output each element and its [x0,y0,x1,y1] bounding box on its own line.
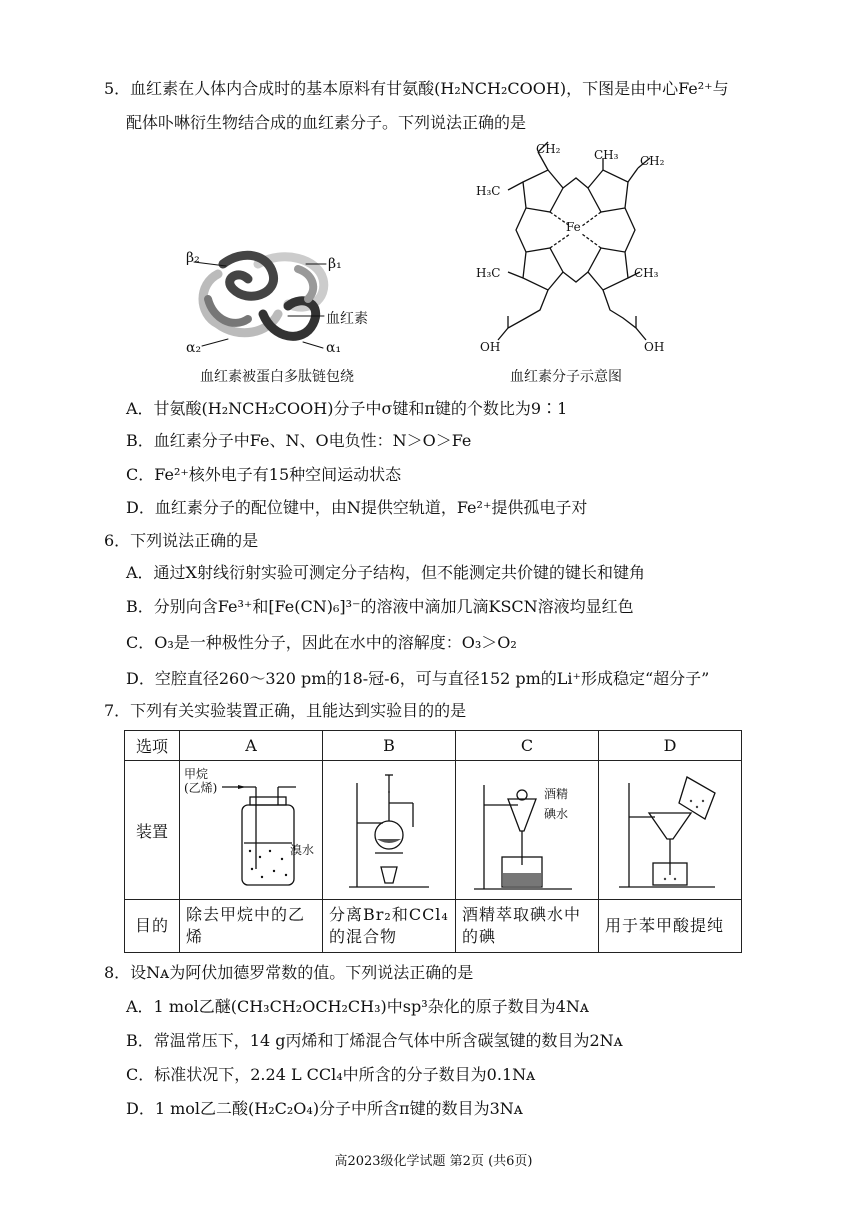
mol-ch3-right: CH₃ [634,266,659,280]
q8-option-b: B．常温常压下，14 g丙烯和丁烯混合气体中所含碳氢键的数目为2Nᴀ [126,1031,623,1050]
header-c: C [456,731,599,761]
q8-stem: 8．设Nᴀ为阿伏加德罗常数的值。下列说法正确的是 [104,963,474,982]
mol-ch2-left: CH₂ [536,142,561,156]
heme-molecule-structure [468,140,698,365]
q5-option-a: A．甘氨酸(H₂NCH₂COOH)分子中σ键和π键的个数比为9∶1 [126,399,568,418]
q8-option-a: A．1 mol乙醚(CH₃CH₂OCH₂CH₃)中sp³杂化的原子数目为4Nᴀ [126,997,589,1016]
header-a: A [180,731,323,761]
q7-stem: 7．下列有关实验装置正确，且能达到实验目的的是 [104,701,467,720]
q5-option-b: B．血红素分子中Fe、N、O电负性：N＞O＞Fe [126,431,472,450]
table-goal-row [125,900,742,953]
protein-caption: 血红素被蛋白多肽链包绕 [200,369,354,385]
device-d-cell [599,761,742,900]
mol-oh-left: OH [480,340,501,354]
q6-option-d: D．空腔直径260～320 pm的18-冠-6，可与直径152 pm的Li⁺形成稳定“超分子” [126,669,710,688]
header-b: B [323,731,456,761]
q5-stem-line1: 5．血红素在人体内合成时的基本原料有甘氨酸(H₂NCH₂COOH)，下图是由中心Fe²⁺与 [104,79,729,98]
experiment-table [124,730,742,953]
label-alpha1: α₁ [326,340,342,356]
header-option: 选项 [125,731,180,761]
label-heme: 血红素 [326,311,368,327]
mol-oh-right: OH [644,340,665,354]
molecule-caption: 血红素分子示意图 [510,369,622,385]
mol-ch3-top: CH₃ [594,148,619,162]
q5-option-d: D．血红素分子的配位键中，由N提供空轨道，Fe²⁺提供孤电子对 [126,498,588,517]
device-label: 装置 [125,761,180,900]
table-device-row [125,761,742,900]
mol-h3c-2: H₃C [476,266,501,280]
mol-ch2-right: CH₂ [640,154,665,168]
goal-b: 分离Br₂和CCl₄的混合物 [323,900,456,953]
page-footer: 高2023级化学试题 第2页 (共6页) [334,1154,533,1169]
q6-option-a: A．通过X射线衍射实验可测定分子结构，但不能测定共价键的键长和键角 [126,563,645,582]
device-b-cell [323,761,456,900]
goal-a: 除去甲烷中的乙烯 [180,900,323,953]
distillation-apparatus-diagram [329,763,449,893]
q5-stem-line2: 配体卟啉衍生物结合成的血红素分子。下列说法正确的是 [126,113,527,132]
label-alpha2: α₂ [186,340,202,356]
q5-option-c: C．Fe²⁺核外电子有15种空间运动状态 [126,465,402,484]
mol-h3c-1: H₃C [476,184,501,198]
separatory-funnel-diagram [462,765,592,895]
goal-c: 酒精萃取碘水中的碘 [456,900,599,953]
table-header-row [125,731,742,761]
q8-option-d: D．1 mol乙二酸(H₂C₂O₄)分子中所含π键的数目为3Nᴀ [126,1099,523,1118]
device-c-label2: 碘水 [544,807,569,821]
q6-option-b: B．分别向含Fe³⁺和[Fe(CN)₆]³⁻的溶液中滴加几滴KSCN溶液均显红色 [126,597,634,616]
device-a-gas2: (乙烯) [184,781,218,795]
q6-stem: 6．下列说法正确的是 [104,531,259,550]
filtration-apparatus-diagram [605,763,735,893]
q8-option-c: C．标准状况下，2.24 L CCl₄中所含的分子数目为0.1Nᴀ [126,1065,536,1084]
device-a-liquid: 溴水 [290,843,315,857]
device-a-cell [180,761,323,900]
header-d: D [599,731,742,761]
device-a-gas1: 甲烷 [184,767,209,781]
device-c-cell [456,761,599,900]
device-c-label1: 酒精 [544,787,569,801]
label-beta1: β₁ [328,256,342,272]
goal-label: 目的 [125,900,180,953]
goal-d: 用于苯甲酸提纯 [599,900,742,953]
mol-fe: Fe [566,220,581,234]
q6-option-c: C．O₃是一种极性分子，因此在水中的溶解度：O₃＞O₂ [126,633,517,652]
label-beta2: β₂ [186,250,200,266]
